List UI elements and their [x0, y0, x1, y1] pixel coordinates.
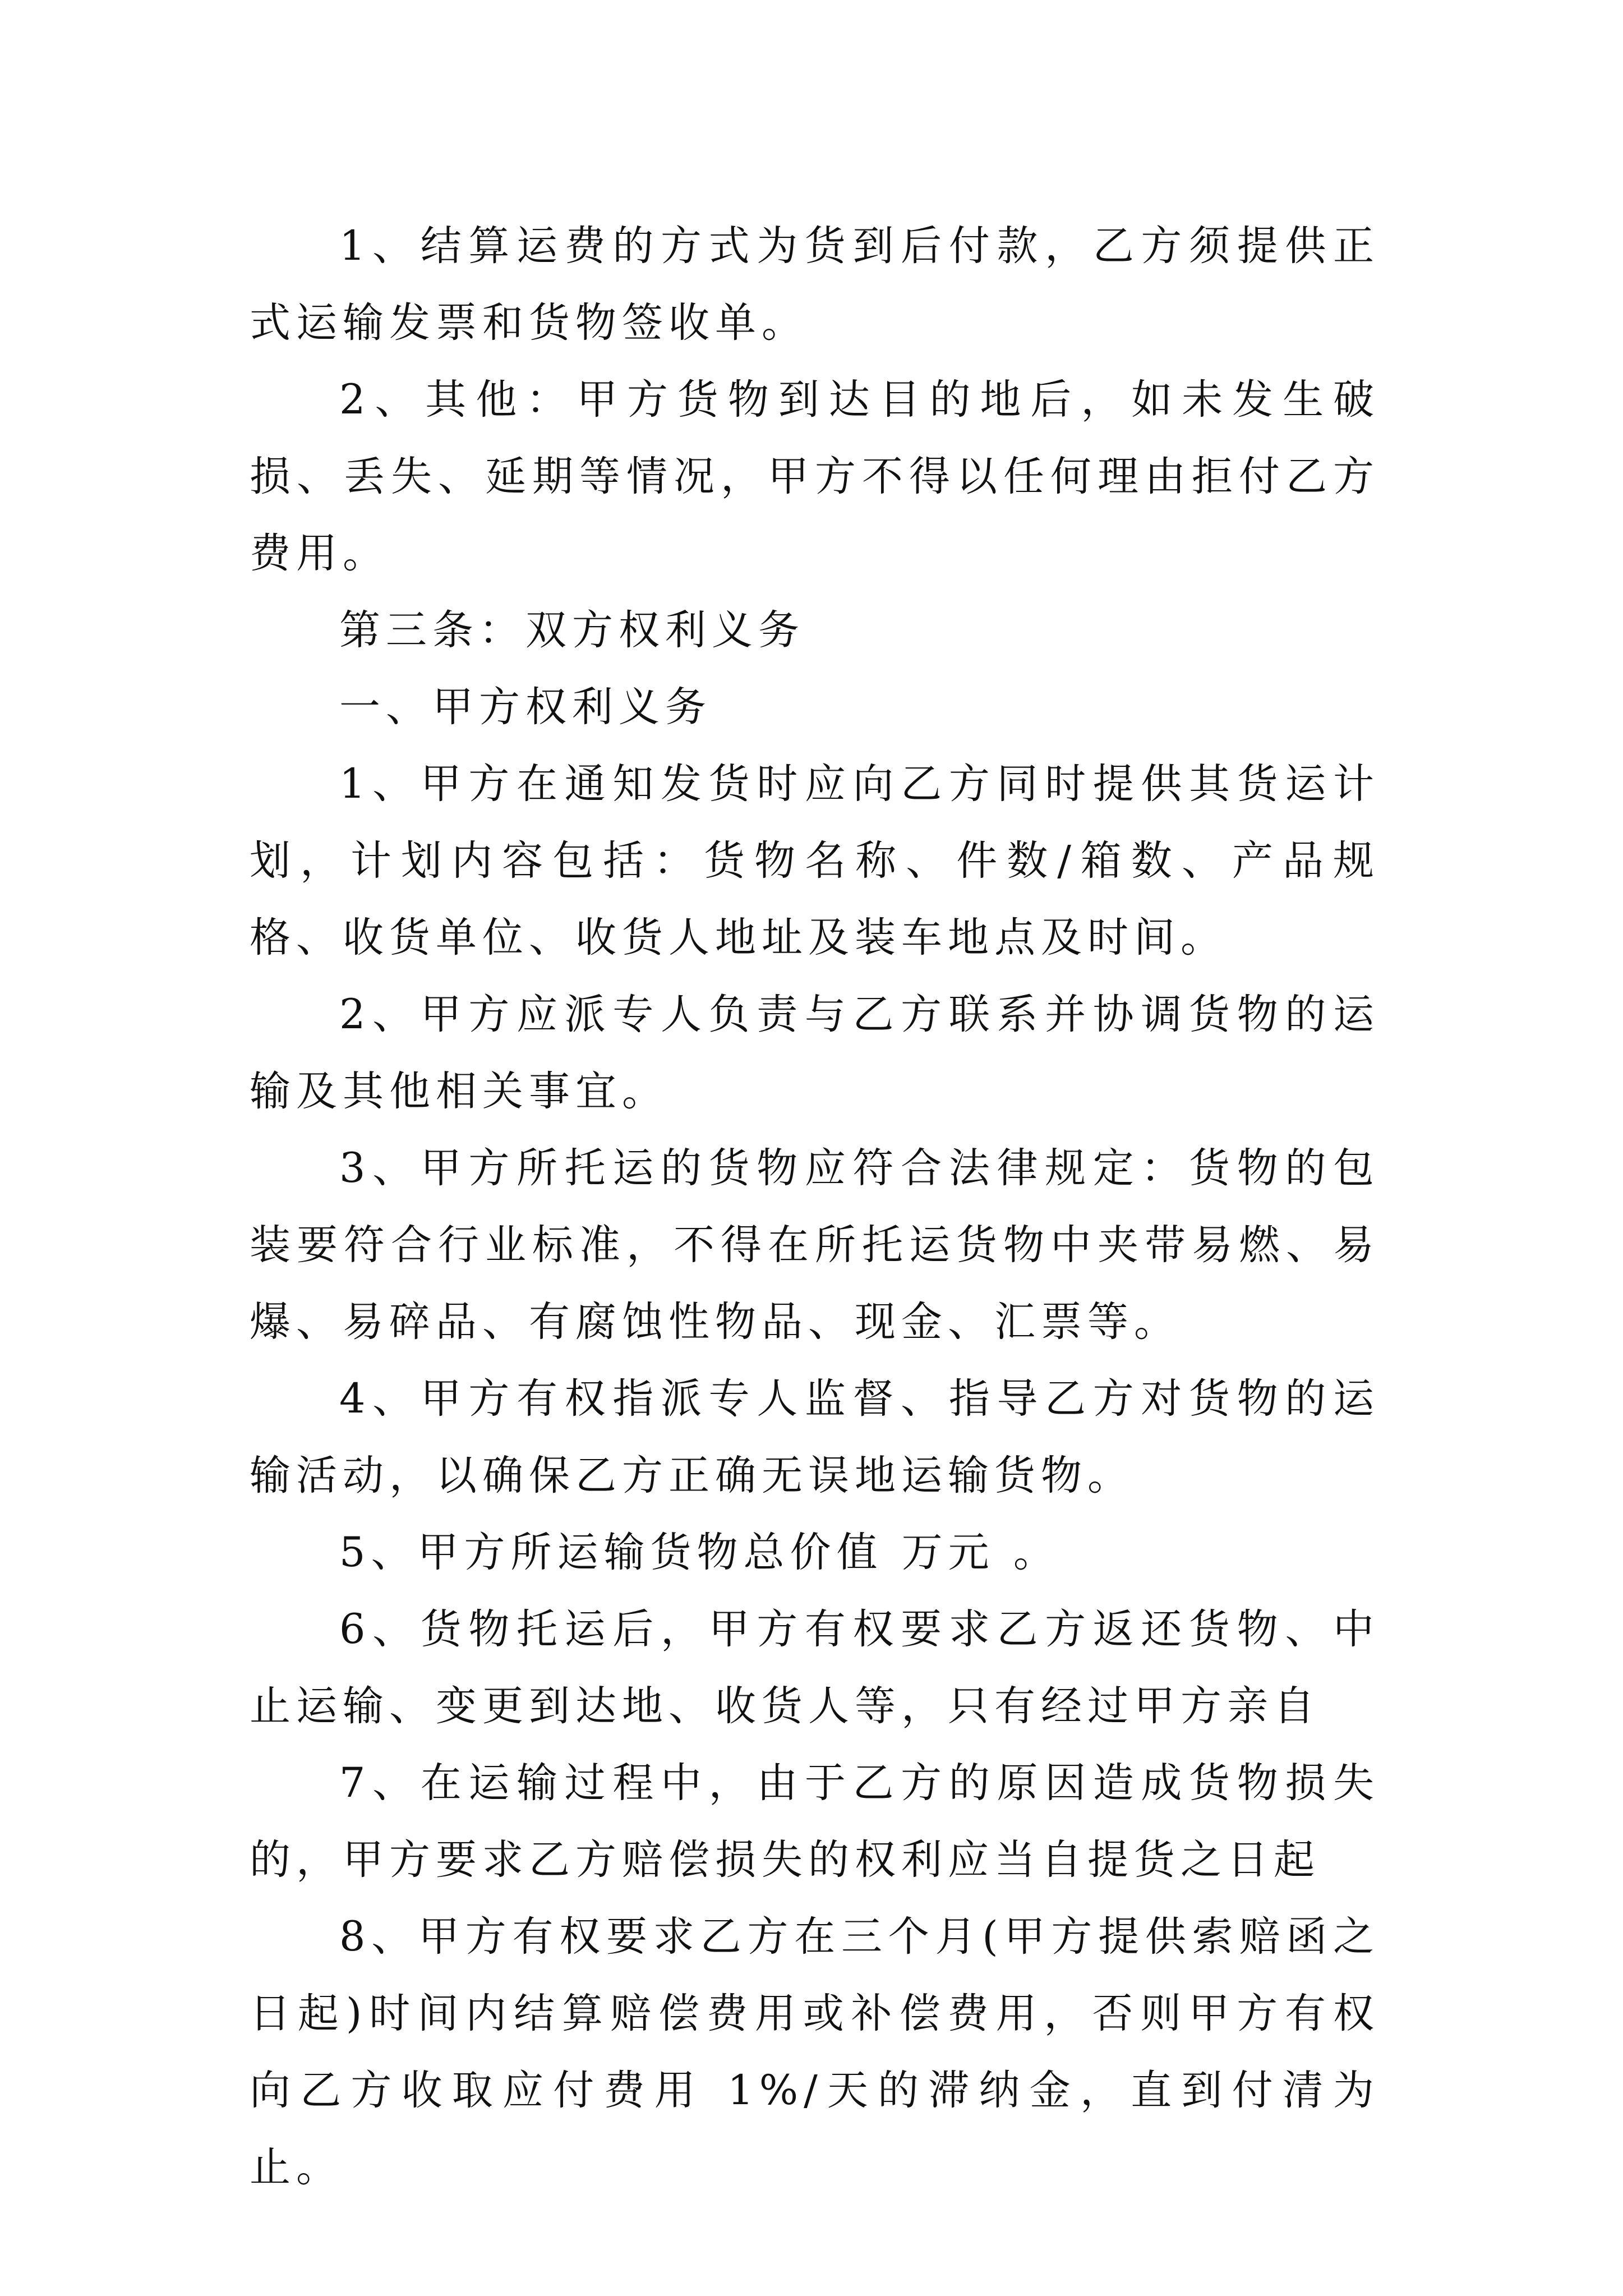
document-body [250, 208, 1380, 2206]
paragraph-payment-method: 1、结算运费的方式为货到后付款，乙方须提供正式运输发票和货物签收单。 [250, 222, 1380, 347]
paragraph-a6: 6、货物托运后，甲方有权要求乙方返还货物、中止运输、变更到达地、收货人等，只有经过甲方亲自 [250, 1605, 1380, 1730]
paragraph-a7: 7、在运输过程中，由于乙方的原因造成货物损失的，甲方要求乙方赔偿损失的权利应当自提货之日起 [250, 1759, 1380, 1884]
paragraph-a4: 4、甲方有权指派专人监督、指导乙方对货物的运输活动，以确保乙方正确无误地运输货物。 [250, 1375, 1380, 1499]
article-three-heading: 第三条：双方权利义务 [339, 606, 805, 654]
paragraph-a3: 3、甲方所托运的货物应符合法律规定：货物的包装要符合行业标准，不得在所托运货物中夹带易燃、易爆、易碎品、有腐蚀性物品、现金、汇票等。 [250, 1144, 1380, 1346]
paragraph-a1: 1、甲方在通知发货时应向乙方同时提供其货运计划，计划内容包括：货物名称、件数/箱数、产品规格、收货单位、收货人地址及装车地点及时间。 [250, 760, 1380, 961]
paragraph-a5: 5、甲方所运输货物总价值 万元 。 [339, 1529, 1060, 1576]
paragraph-a2: 2、甲方应派专人负责与乙方联系并协调货物的运输及其他相关事宜。 [250, 991, 1380, 1115]
section-party-a-heading: 一、甲方权利义务 [339, 683, 712, 731]
paragraph-a8: 8、甲方有权要求乙方在三个月(甲方提供索赔函之日起)时间内结算赔偿费用或补偿费用，否则甲方有权向乙方收取应付费用 1%/天的滞纳金，直到付清为止。 [250, 1913, 1380, 2191]
paragraph-other: 2、其他：甲方货物到达目的地后，如未发生破损、丢失、延期等情况，甲方不得以任何理由拒付乙方费用。 [250, 376, 1380, 577]
